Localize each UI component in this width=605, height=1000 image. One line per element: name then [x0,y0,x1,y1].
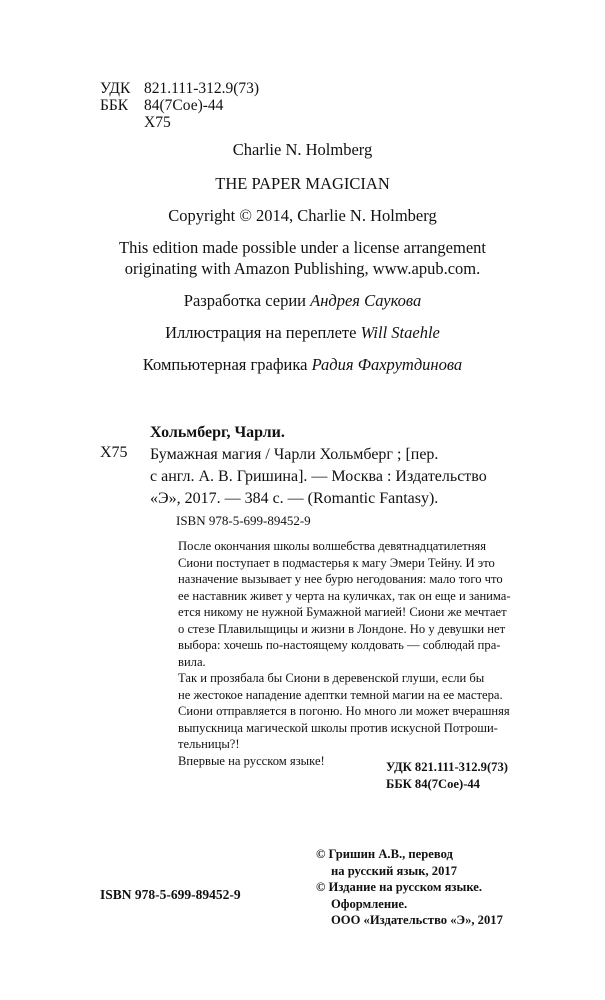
author-mark: Х75 [144,114,171,131]
bottom-bbk: ББК 84(7Сое)-44 [386,776,480,791]
udk-value: 821.111-312.9(73) [144,80,260,97]
original-author: Charlie N. Holmberg [232,140,373,159]
copyright-line: © Издание на русском языке. [316,880,482,894]
catalog-description-line-2: с англ. А. В. Гришина]. — Москва : Издательство [150,468,487,485]
graphics-label: Компьютерная графика [142,355,312,374]
classification-block [100,80,259,131]
bbk-row [100,97,259,114]
annotation-line: ее наставник живет у черта на куличках, так он еще и занима- [178,588,511,603]
catalog-entry [150,422,530,510]
udk-label: УДК [100,80,131,97]
bottom-isbn: ISBN 978-5-699-89452-9 [100,887,241,902]
copyright-line: Оформление. [331,896,408,911]
copyright-line: Copyright © 2014, Charlie N. Holmberg [168,206,437,225]
graphics-credit [0,355,605,375]
annotation-line: не жестокое нападение адептки темной магии на ее мастера. [178,687,503,702]
copyright-line: на русский язык, 2017 [331,863,457,878]
copyright-line: ООО «Издательство «Э», 2017 [331,913,503,927]
series-credit [0,291,605,311]
annotation-line: тельницы?! [178,737,240,751]
annotation-line: ется никому не нужной Бумажной магией! Сиони же мечтает [178,605,507,619]
original-title: THE PAPER MAGICIAN [215,174,390,193]
catalog-author-heading: Хольмберг, Чарли. [150,424,285,441]
annotation-line: После окончания школы волшебства девятнадцатилетняя [178,539,487,553]
graphics-name: Радия Фахрутдинова [311,355,463,374]
license-line-2: originating with Amazon Publishing, www.apub.com. [124,259,481,278]
copyright-line: © Гришин А.В., перевод [316,847,453,861]
bottom-classification [386,759,508,792]
series-label: Разработка серии [183,291,311,310]
catalog-code: Х75 [100,444,128,461]
catalog-description-line-1: Бумажная магия / Чарли Хольмберг ; [пер. [150,446,439,463]
catalog-description-line-3: «Э», 2017. — 384 с. — (Romantic Fantasy). [150,490,439,507]
udk-row [100,80,259,97]
author-mark-row [100,114,259,131]
illustration-credit [0,323,605,343]
bottom-udk: УДК 821.111-312.9(73) [386,760,508,774]
annotation-line: выбора: хочешь по-настоящему колдовать — соблюдай пра- [178,638,501,652]
license-line-1: This edition made possible under a license arrangement [118,238,486,257]
annotation-line: назначение вызывает у нее бурю негодования: мало того что [178,572,503,586]
annotation-line: Так и прозябала бы Сиони в деревенской глуши, если бы [178,671,485,685]
annotation-line: Впервые на русском языке! [178,753,325,768]
annotation-line: выпускница магической школы против искусной Потроши- [178,720,498,735]
annotation-line: вила. [178,654,206,669]
illustration-label: Иллюстрация на переплете [165,323,361,342]
annotation [178,538,534,769]
copyright-block [316,846,503,929]
annotation-line: о стезе Плавилыщицы и жизни в Лондоне. Но у девушки нет [178,621,506,636]
annotation-line: Сиони поступает в подмастерья к магу Эмери Тейну. И это [178,555,495,570]
catalog-isbn: ISBN 978-5-699-89452-9 [176,513,311,528]
bbk-label: ББК [100,97,129,114]
illustration-name: Will Staehle [360,323,440,342]
series-name: Андрея Саукова [310,291,422,310]
annotation-line: Сиони отправляется в погоню. Но много ли может вчерашняя [178,704,510,718]
bbk-value: 84(7Сое)-44 [144,97,224,114]
